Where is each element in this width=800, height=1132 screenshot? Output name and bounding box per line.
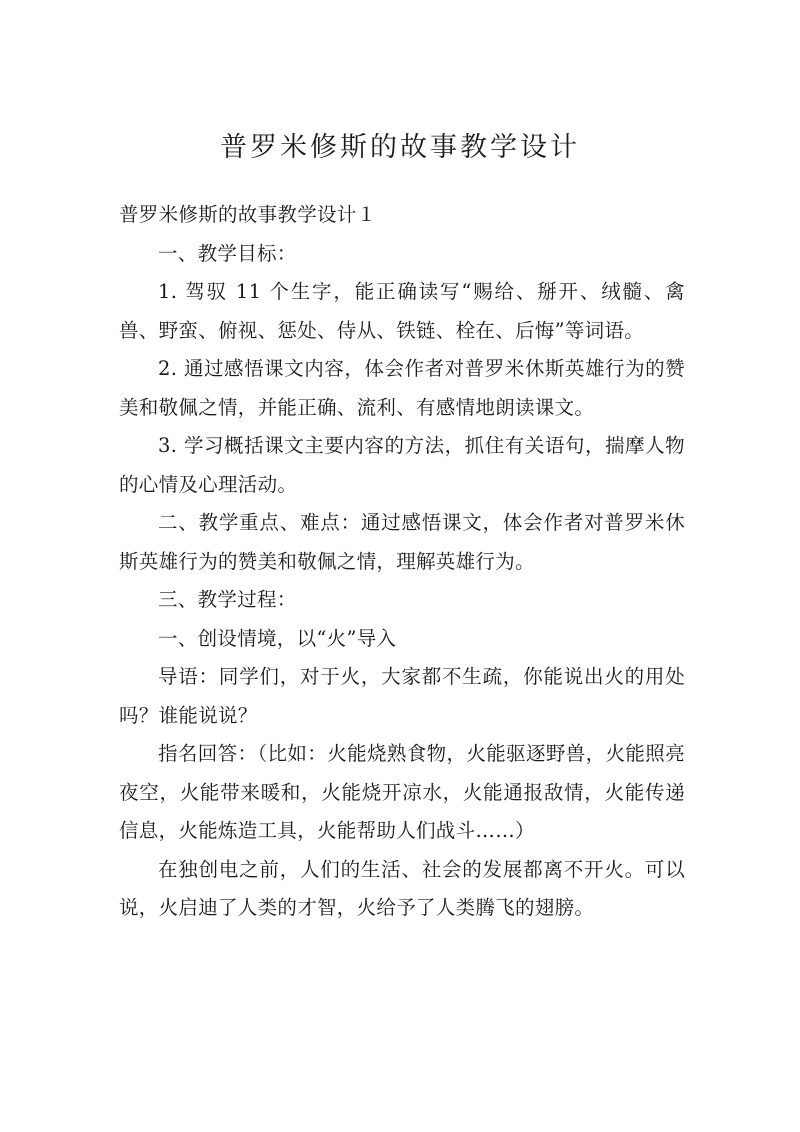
- paragraph: 指名回答：（比如：火能烧熟食物，火能驱逐野兽，火能照亮夜空，火能带来暖和，火能烧开凉水，火能通报敌情，火能传递信息，火能炼造工具，火能帮助人们战斗……）: [119, 742, 685, 842]
- paragraph: 1. 驾驭 11 个生字，能正确读写“赐给、掰开、绒髓、禽兽、野蛮、俯视、惩处、侍从、铁链、栓在、后悔”等词语。: [119, 280, 685, 342]
- paragraph: 在独创电之前，人们的生活、社会的发展都离不开火。可以说，火启迪了人类的才智，火给予了人类腾飞的翅膀。: [119, 857, 685, 919]
- paragraph: 3. 学习概括课文主要内容的方法，抓住有关语句，揣摩人物的心情及心理活动。: [119, 434, 685, 496]
- paragraph: 一、创设情境，以“火”导入: [158, 626, 397, 650]
- paragraph: 三、教学过程：: [158, 588, 297, 611]
- paragraph: 一、教学目标：: [158, 241, 297, 265]
- paragraph: 二、教学重点、难点：通过感悟课文，体会作者对普罗米休斯英雄行为的赞美和敬佩之情，理解英雄行为。: [119, 511, 685, 573]
- section-heading: 普罗米修斯的故事教学设计１: [119, 203, 377, 226]
- document-title: 普罗米修斯的故事教学设计: [220, 132, 580, 163]
- document-body: [119, 196, 685, 928]
- paragraph: 导语：同学们，对于火，大家都不生疏，你能说出火的用处吗？谁能说说？: [119, 665, 685, 727]
- paragraph: 2. 通过感悟课文内容，体会作者对普罗米休斯英雄行为的赞美和敬佩之情，并能正确、流利、有感情地朗读课文。: [119, 357, 685, 419]
